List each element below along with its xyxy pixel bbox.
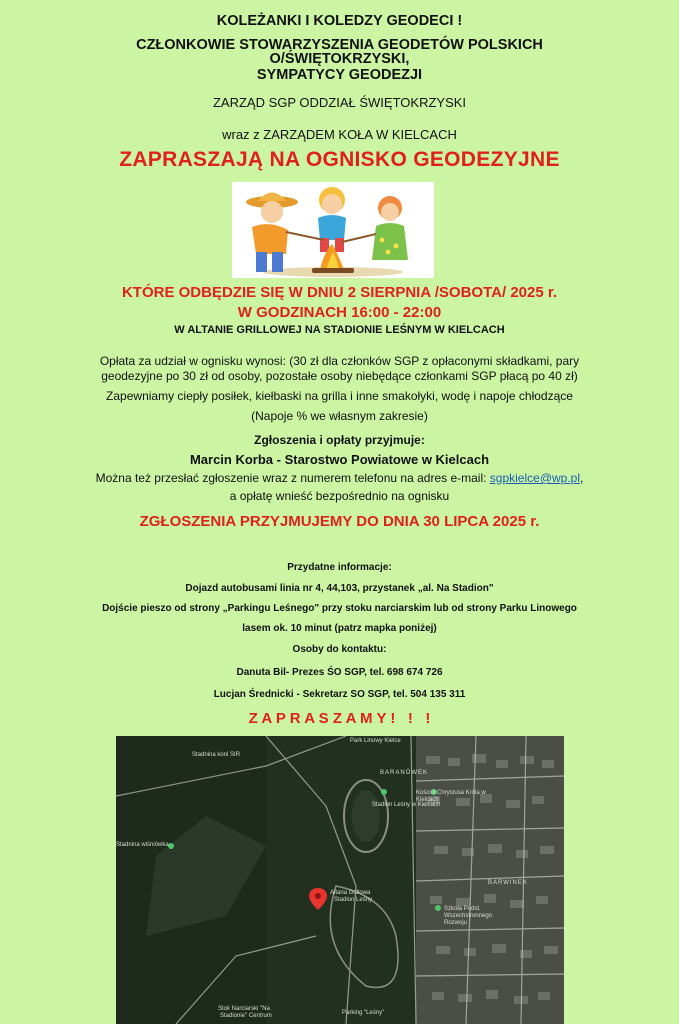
drinks-note: (Napoje % we własnym zakresie) [251, 409, 428, 423]
map-label-stadnina: Stadnina koni SIR [192, 752, 241, 758]
heading-line-1: KOLEŻANKI I KOLEDZY GEODECI ! [216, 13, 463, 29]
email-link[interactable]: sgpkielce@wp.pl [489, 471, 581, 485]
map-label-baranowek: BARANÓWEK [380, 770, 429, 776]
map-label-szkola: Szkoła Podst. Wszechstronnego Rozwoju [444, 906, 493, 926]
contact-2: Lucjan Średnicki - Sekretarz SO SGP, tel. 504 135 311 [213, 689, 466, 700]
email-prefix: Można też przesłać zgłoszenie wraz z numerem telefonu na adres e-mail: [95, 471, 490, 485]
event-date: KTÓRE ODBĘDZIE SIĘ W DNIU 2 SIERPNIA /SOBOTA/ 2025 r. [121, 284, 558, 301]
map-label-altana-2: Stadion Leśny [334, 897, 373, 903]
registration-person: Marcin Korba - Starostwo Powiatowe w Kielcach [189, 452, 490, 467]
map-label-stok-1: Stok Narciarski "Na [218, 1006, 270, 1012]
fee-line-1: Opłata za udział w ognisku wynosi: (30 zł dla członków SGP z opłaconymi składkami, pary [99, 354, 580, 368]
fee-line-2: geodezyjne po 30 zł od osoby, pozostałe osoby niebędące członkami SGP płacą po 40 zł) [101, 369, 578, 383]
payment-note: a opłatę wnieść bezpośrednio na ognisku [229, 489, 450, 503]
food-note: Zapewniamy ciepły posiłek, kiełbaski na grilla i inne smakołyki, wodę i napoje chłodzące [106, 389, 573, 403]
campfire-kids-illustration [232, 182, 434, 278]
map-label-parking: Parking "Leśny" [342, 1010, 385, 1016]
map-label-stok-2: Stadionie" Centrum [220, 1013, 272, 1019]
map-label-kosciol: Kościół Chrystusa Króla w Kielcach [416, 790, 486, 803]
contact-1: Danuta Bil- Prezes ŚO SGP, tel. 698 674 726 [236, 667, 443, 678]
walk-info-2: lasem ok. 10 minut (patrz mapka poniżej) [242, 623, 437, 634]
invite-title: ZAPRASZAJĄ NA OGNISKO GEODEZYJNE [119, 148, 560, 171]
registration-deadline: ZGŁOSZENIA PRZYJMUJEMY DO DNIA 30 LIPCA 2025 r. [139, 513, 540, 530]
board-name: ZARZĄD SGP ODDZIAŁ ŚWIĘTOKRZYSKI [212, 95, 467, 110]
info-header: Przydatne informacje: [287, 562, 392, 573]
registration-header: Zgłoszenia i opłaty przyjmuje: [254, 433, 425, 447]
co-organizer: wraz z ZARZĄDEM KOŁA W KIELCACH [222, 127, 457, 142]
heading-line-2: CZŁONKOWIE STOWARZYSZENIA GEODETÓW POLSKICH [136, 37, 543, 53]
email-suffix: , [580, 471, 584, 485]
heading-line-3: O/ŚWIĘTOKRZYSKI, [269, 51, 410, 67]
map-label-altana-1: Altana Grillowa [330, 890, 371, 896]
heading-line-4: SYMPATYCY GEODEZJI [256, 67, 423, 83]
closing-invite: Z A P R A S Z A M Y ! ! ! [248, 710, 431, 727]
map-label-wisniowka: Stadnina wiśniówka [116, 842, 169, 848]
event-place: W ALTANIE GRILLOWEJ NA STADIONIE LEŚNYM W KIELCACH [174, 324, 505, 336]
campfire-icon [232, 182, 434, 278]
bus-info: Dojazd autobusami linia nr 4, 44,103, przystanek „al. Na Stadion" [185, 583, 494, 594]
contacts-header: Osoby do kontaktu: [292, 644, 387, 655]
location-map[interactable] [116, 736, 564, 1024]
map-label-stadion: Stadion Leśny w Kielcach [372, 802, 441, 808]
event-hours: W GODZINACH 16:00 - 22:00 [237, 304, 442, 321]
email-line [0, 471, 679, 485]
map-label-park-linowy: Park Linowy Kielce [350, 738, 401, 744]
map-label-barwinek: BARWINEK [488, 880, 528, 886]
walk-info-1: Dojście pieszo od strony „Parkingu Leśnego" przy stoku narciarskim lub od strony Parku Linowego [102, 603, 577, 614]
